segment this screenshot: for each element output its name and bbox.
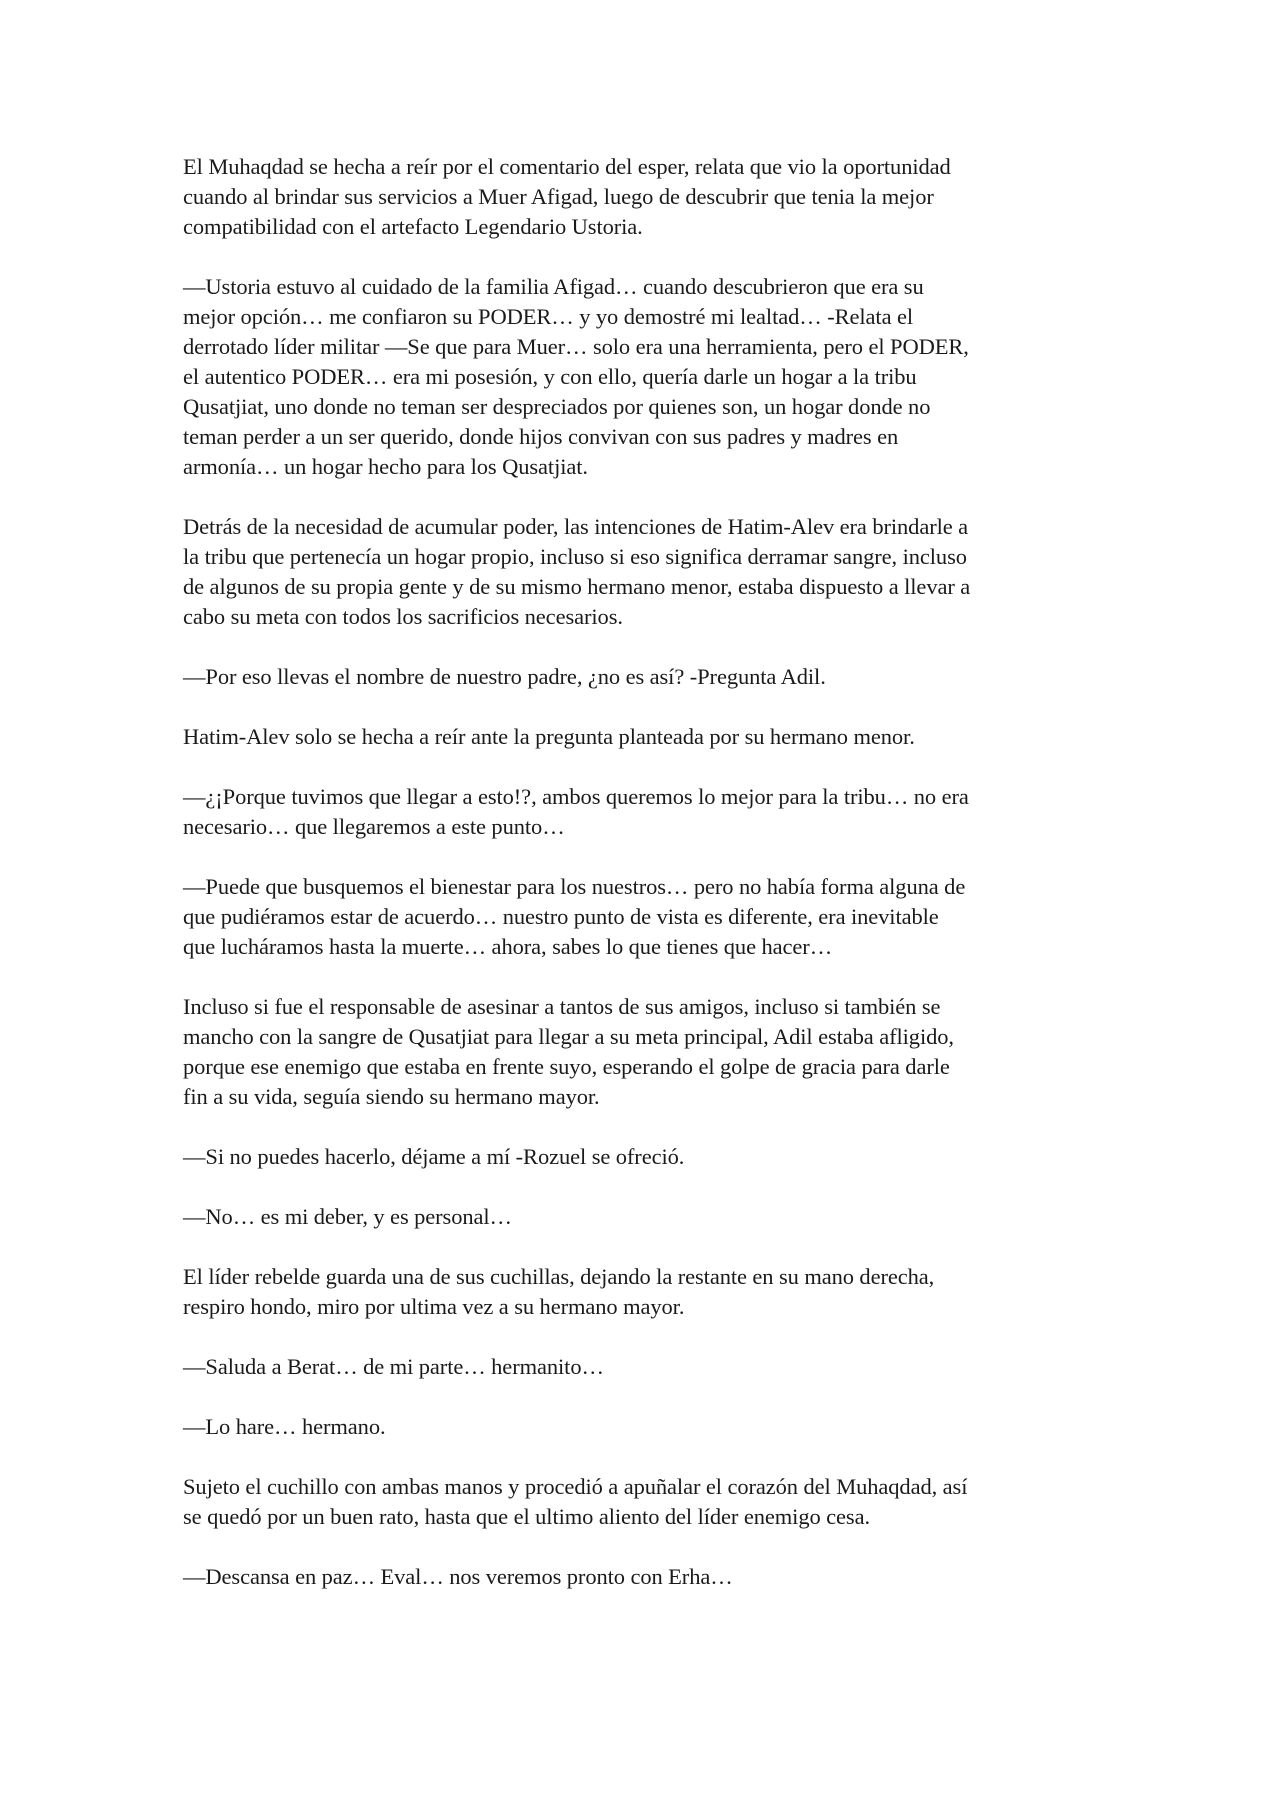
paragraph: Hatim-Alev solo se hecha a reír ante la pregunta planteada por su hermano menor. (183, 724, 915, 749)
paragraph: —Lo hare… hermano. (183, 1414, 386, 1439)
paragraph: Sujeto el cuchillo con ambas manos y procedió a apuñalar el corazón del Muhaqdad, así se quedó por un buen rato, hasta que el ultimo aliento del líder enemigo cesa. (183, 1474, 968, 1529)
paragraph: —Saluda a Berat… de mi parte… hermanito… (183, 1354, 604, 1379)
paragraph: —¿¡Porque tuvimos que llegar a esto!?, ambos queremos lo mejor para la tribu… no era necesario… que llegaremos a este punto… (183, 784, 969, 839)
paragraph: —No… es mi deber, y es personal… (183, 1204, 512, 1229)
paragraph: —Por eso llevas el nombre de nuestro padre, ¿no es así? -Pregunta Adil. (183, 664, 826, 689)
paragraph: —Ustoria estuvo al cuidado de la familia Afigad… cuando descubrieron que era su mejor opción… me confiaron su PODER… y yo demostré mi lealtad… -Relata el derrotado líder militar —Se que para Muer… solo era una herramienta, pero el PODER, el autentico PODER… era mi posesión, y con ello, quería darle un hogar a la tribu Qusatjiat, uno donde no teman ser despreciados por quienes son, un hogar donde no teman perder a un ser querido, donde hijos convivan con sus padres y madres en armonía… un hogar hecho para los Qusatjiat. (183, 274, 969, 479)
paragraph: —Puede que busquemos el bienestar para los nuestros… pero no había forma alguna de que pudiéramos estar de acuerdo… nuestro punto de vista es diferente, era inevitable que lucháramos hasta la muerte… ahora, sabes lo que tienes que hacer… (183, 874, 966, 959)
paragraph: —Si no puedes hacerlo, déjame a mí -Rozuel se ofreció. (183, 1144, 685, 1169)
paragraph: El líder rebelde guarda una de sus cuchillas, dejando la restante en su mano derecha, respiro hondo, miro por ultima vez a su hermano mayor. (183, 1264, 935, 1319)
body-text (183, 152, 1103, 1622)
paragraph: El Muhaqdad se hecha a reír por el comentario del esper, relata que vio la oportunidad cuando al brindar sus servicios a Muer Afigad, luego de descubrir que tenia la mejor compatibilidad con el artefacto Legendario Ustoria. (183, 154, 951, 239)
paragraph: —Descansa en paz… Eval… nos veremos pronto con Erha… (183, 1564, 733, 1589)
paragraph: Incluso si fue el responsable de asesinar a tantos de sus amigos, incluso si también se mancho con la sangre de Qusatjiat para llegar a su meta principal, Adil estaba afligido, porque ese enemigo que estaba en frente suyo, esperando el golpe de gracia para darle fin a su vida, seguía siendo su hermano mayor. (183, 994, 954, 1109)
paragraph: Detrás de la necesidad de acumular poder, las intenciones de Hatim-Alev era brindarle a la tribu que pertenecía un hogar propio, incluso si eso significa derramar sangre, incluso de algunos de su propia gente y de su mismo hermano menor, estaba dispuesto a llevar a cabo su meta con todos los sacrificios necesarios. (183, 514, 971, 629)
